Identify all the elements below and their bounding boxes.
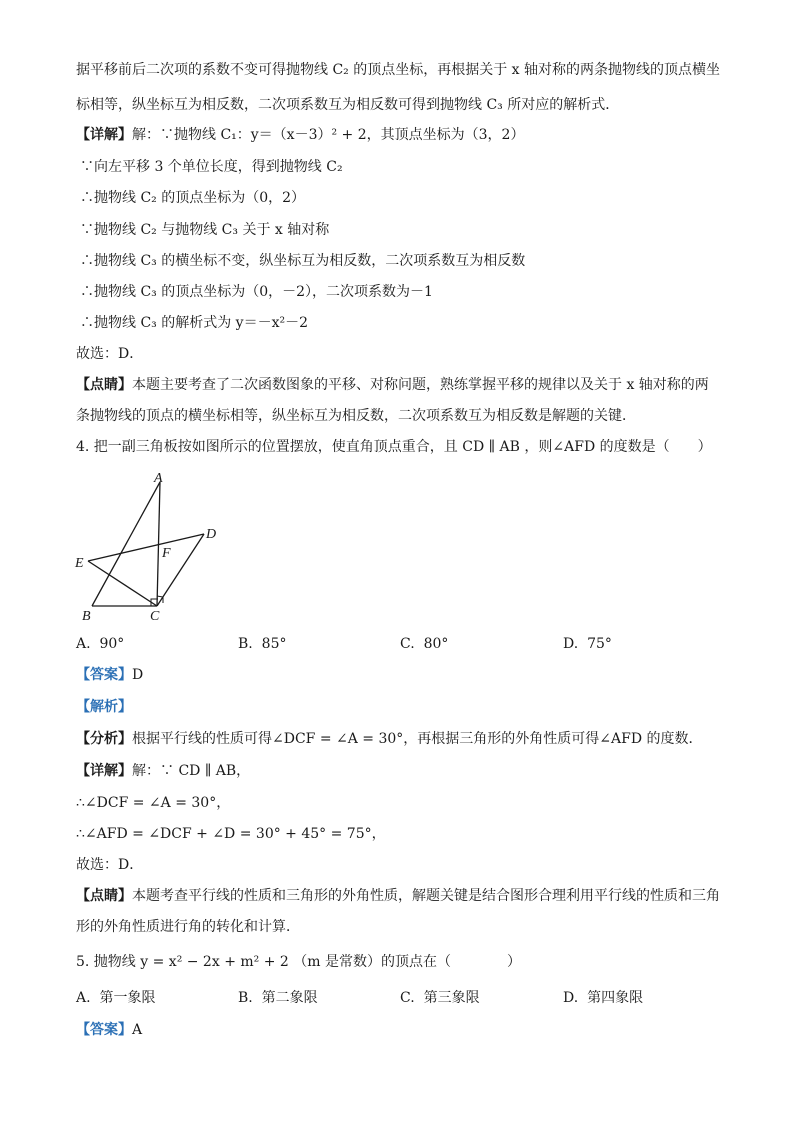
q4-comment-line-1 (76, 886, 720, 906)
q4-figure (74, 470, 234, 626)
q3-step-6: ∴抛物线 C₃ 的解析式为 y＝－x²－2 (80, 315, 308, 331)
q5-answer-value: A (132, 1022, 143, 1038)
q4-analysis-label: 【解析】 (76, 699, 132, 715)
label-C: C (150, 609, 160, 624)
q4-option-d (563, 634, 612, 654)
q3-comment-text-1: 本题主要考查了二次函数图象的平移、对称问题，熟练掌握平移的规律以及关于 x 轴对称的两 (132, 377, 709, 393)
q5-answer-label: 【答案】 (76, 1022, 132, 1038)
q4-option-a (76, 634, 124, 654)
q4-comment-text-1: 本题考查平行线的性质和三角形的外角性质，解题关键是结合图形合理利用平行线的性质和三角 (132, 888, 720, 904)
q4-answer (76, 665, 143, 685)
option-text: 85° (261, 636, 287, 652)
label-F: F (162, 546, 171, 561)
q4-fenxi-text: 根据平行线的性质可得∠DCF = ∠A = 30°，再根据三角形的外角性质可得∠AFD 的度数． (132, 731, 703, 747)
q5-answer (76, 1020, 142, 1040)
segment-AB (92, 482, 160, 606)
q5-option-b (238, 988, 318, 1008)
option-text: 80° (423, 636, 449, 652)
label-E: E (75, 556, 84, 571)
option-letter: D. (563, 636, 579, 652)
option-letter: B. (238, 636, 253, 652)
q4-answer-label: 【答案】 (76, 667, 132, 683)
option-letter: C. (400, 636, 415, 652)
q3-detail-text: 解：∵抛物线 C₁：y＝（x－3）² + 2，其顶点坐标为（3，2） (132, 127, 525, 143)
segment-EC (88, 561, 157, 606)
q5-stem: 5. 抛物线 y = x² − 2x + m² + 2 （m 是常数）的顶点在（ ） (76, 954, 521, 970)
q3-comment-label: 【点睛】 (76, 377, 132, 393)
intro-line-2: 标相等，纵坐标互为相反数，二次项系数互为相反数可得到抛物线 C₃ 所对应的解析式． (76, 97, 620, 113)
q3-step-4: ∴抛物线 C₃ 的横坐标不变，纵坐标互为相反数，二次项系数互为相反数 (80, 253, 526, 269)
q5-option-a (76, 988, 155, 1008)
q3-detail-label: 【详解】 (76, 127, 132, 143)
q4-step-2: ∴∠AFD = ∠DCF + ∠D = 30° + 45° = 75°， (76, 826, 386, 842)
label-B: B (82, 609, 91, 624)
q3-comment-line-2: 条抛物线的顶点的横坐标相等，纵坐标互为相反数，二次项系数互为相反数是解题的关键． (76, 408, 636, 424)
segment-ED (88, 534, 204, 561)
option-letter: C. (400, 990, 415, 1006)
option-text: 第一象限 (99, 990, 156, 1006)
segment-DC (157, 534, 204, 606)
option-text: 90° (99, 636, 125, 652)
q4-choose: 故选：D． (76, 857, 144, 873)
q3-step-3: ∵抛物线 C₂ 与抛物线 C₃ 关于 x 轴对称 (80, 222, 330, 238)
q4-stem: 4. 把一副三角板按如图所示的位置摆放，使直角顶点重合，且 CD ∥ AB ，则∠AFD 的度数是（ ） (76, 439, 712, 455)
q5-option-d (563, 988, 643, 1008)
option-letter: A. (76, 990, 91, 1006)
q4-detail (76, 761, 250, 781)
q4-detail-text: 解：∵ CD ∥ AB， (132, 763, 251, 779)
q4-option-c (400, 634, 448, 654)
q3-step-2: ∴抛物线 C₂ 的顶点坐标为（0，2） (80, 190, 306, 206)
option-text: 第四象限 (587, 990, 644, 1006)
q3-comment-line-1 (76, 375, 709, 395)
option-text: 第二象限 (261, 990, 318, 1006)
q3-step-5: ∴抛物线 C₃ 的顶点坐标为（0，－2），二次项系数为－1 (80, 284, 433, 300)
q3-step-1: ∵向左平移 3 个单位长度，得到抛物线 C₂ (80, 159, 343, 175)
q4-fenxi (76, 729, 703, 749)
label-A: A (154, 471, 163, 486)
option-letter: D. (563, 990, 579, 1006)
q3-choose: 故选：D． (76, 346, 144, 362)
q4-answer-value: D (132, 667, 144, 683)
intro-line-1: 据平移前后二次项的系数不变可得抛物线 C₂ 的顶点坐标，再根据关于 x 轴对称的两条抛物线的顶点横坐 (76, 62, 721, 78)
q5-option-c (400, 988, 480, 1008)
option-letter: B. (238, 990, 253, 1006)
label-D: D (206, 527, 217, 542)
option-text: 75° (587, 636, 612, 652)
q4-fenxi-label: 【分析】 (76, 731, 132, 747)
q4-comment-label: 【点睛】 (76, 888, 132, 904)
option-letter: A. (76, 636, 91, 652)
option-text: 第三象限 (423, 990, 480, 1006)
q4-analysis (76, 697, 132, 717)
q3-detail-line (76, 125, 524, 145)
q4-comment-line-2: 形的外角性质进行角的转化和计算． (76, 919, 300, 935)
q4-detail-label: 【详解】 (76, 763, 132, 779)
q4-option-b (238, 634, 286, 654)
q4-step-1: ∴∠DCF = ∠A = 30°， (76, 795, 231, 811)
